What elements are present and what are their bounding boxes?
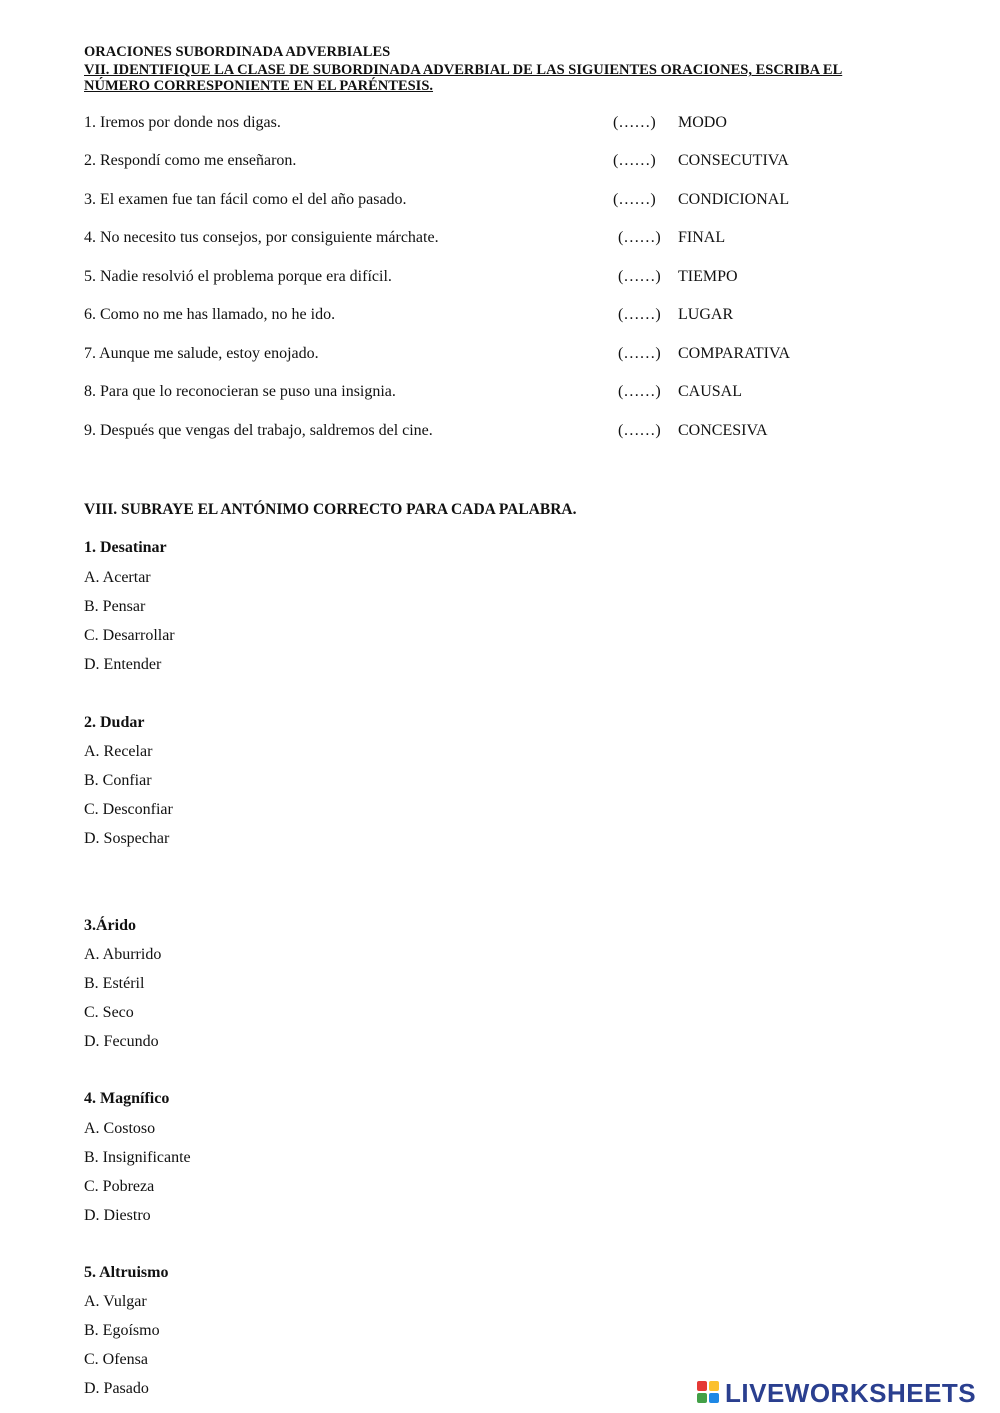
question-row [84, 421, 914, 441]
question-word: 1. Desatinar [84, 539, 167, 556]
answer-choice[interactable]: A. Recelar [84, 743, 153, 760]
question-row [84, 190, 914, 210]
question-sentence: 7. Aunque me salude, estoy enojado. [84, 345, 319, 362]
question-word: 3.Árido [84, 917, 136, 934]
answer-blank[interactable]: (……) [613, 191, 656, 208]
answer-choice[interactable]: B. Estéril [84, 975, 145, 992]
answer-choice[interactable]: B. Egoísmo [84, 1322, 160, 1339]
answer-choice[interactable]: C. Ofensa [84, 1351, 148, 1368]
question-sentence: 3. El examen fue tan fácil como el del año pasado. [84, 191, 407, 208]
question-sentence: 8. Para que lo reconocieran se puso una insignia. [84, 383, 396, 400]
question-word: 4. Magnífico [84, 1090, 170, 1107]
question-sentence: 1. Iremos por donde nos digas. [84, 114, 281, 131]
answer-choice[interactable]: D. Entender [84, 656, 162, 673]
answer-blank[interactable]: (……) [618, 422, 661, 439]
option-label: TIEMPO [678, 268, 738, 285]
mark-square-icon [709, 1381, 719, 1391]
question-sentence: 2. Respondí como me enseñaron. [84, 152, 297, 169]
question-row [84, 267, 914, 287]
question-row [84, 228, 914, 248]
question-sentence: 6. Como no me has llamado, no he ido. [84, 306, 336, 323]
liveworksheets-mark-icon [697, 1381, 721, 1405]
mark-square-icon [709, 1393, 719, 1403]
answer-blank[interactable]: (……) [618, 306, 661, 323]
question-row [84, 113, 914, 133]
answer-choice[interactable]: C. Desarrollar [84, 627, 175, 644]
option-label: MODO [678, 114, 727, 131]
option-label: FINAL [678, 229, 726, 246]
question-word: 2. Dudar [84, 714, 145, 731]
answer-choice[interactable]: B. Confiar [84, 772, 152, 789]
answer-choice[interactable]: B. Insignificante [84, 1149, 191, 1166]
answer-choice[interactable]: D. Sospechar [84, 830, 170, 847]
section8-title: VIII. SUBRAYE EL ANTÓNIMO CORRECTO PARA CADA PALABRA. [84, 501, 577, 518]
answer-blank[interactable]: (……) [618, 229, 661, 246]
section7-instruction-line1: VII. IDENTIFIQUE LA CLASE DE SUBORDINADA ADVERBIAL DE LAS SIGUIENTES ORACIONES, ESCRIBA EL [84, 62, 843, 78]
answer-choice[interactable]: D. Diestro [84, 1207, 151, 1224]
worksheet-title: ORACIONES SUBORDINADA ADVERBIALES [84, 44, 391, 60]
answer-choice[interactable]: A. Aburrido [84, 946, 162, 963]
question-row [84, 344, 914, 364]
option-label: CAUSAL [678, 383, 743, 400]
answer-blank[interactable]: (……) [613, 114, 656, 131]
option-label: CONSECUTIVA [678, 152, 789, 169]
mark-square-icon [697, 1393, 707, 1403]
answer-blank[interactable]: (……) [618, 268, 661, 285]
question-word: 5. Altruismo [84, 1264, 169, 1281]
question-sentence: 9. Después que vengas del trabajo, saldremos del cine. [84, 422, 433, 439]
answer-choice[interactable]: D. Fecundo [84, 1033, 159, 1050]
question-sentence: 5. Nadie resolvió el problema porque era difícil. [84, 268, 392, 285]
answer-choice[interactable]: D. Pasado [84, 1380, 149, 1397]
liveworksheets-logo [697, 1378, 976, 1408]
question-sentence: 4. No necesito tus consejos, por consiguiente márchate. [84, 229, 439, 246]
option-label: COMPARATIVA [678, 345, 791, 362]
logo-text: LIVEWORKSHEETS [725, 1377, 977, 1408]
option-label: CONCESIVA [678, 422, 768, 439]
answer-blank[interactable]: (……) [618, 383, 661, 400]
answer-choice[interactable]: A. Acertar [84, 569, 151, 586]
question-row [84, 305, 914, 325]
answer-choice[interactable]: C. Seco [84, 1004, 134, 1021]
answer-choice[interactable]: C. Pobreza [84, 1178, 155, 1195]
answer-blank[interactable]: (……) [613, 152, 656, 169]
answer-blank[interactable]: (……) [618, 345, 661, 362]
question-row [84, 382, 914, 402]
answer-choice[interactable]: B. Pensar [84, 598, 146, 615]
question-row [84, 151, 914, 171]
section7-instruction-line2: NÚMERO CORRESPONIENTE EN EL PARÉNTESIS. [84, 78, 434, 94]
answer-choice[interactable]: A. Costoso [84, 1120, 156, 1137]
option-label: CONDICIONAL [678, 191, 790, 208]
answer-choice[interactable]: A. Vulgar [84, 1293, 147, 1310]
option-label: LUGAR [678, 306, 734, 323]
mark-square-icon [697, 1381, 707, 1391]
answer-choice[interactable]: C. Desconfiar [84, 801, 173, 818]
